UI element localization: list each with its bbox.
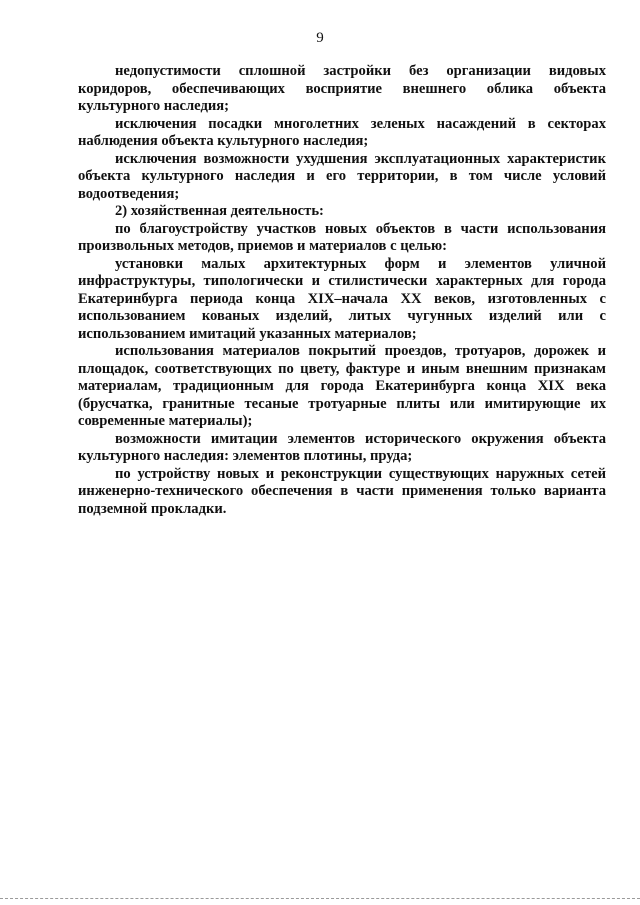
paragraph-4: 2) хозяйственная деятельность: (115, 203, 324, 219)
paragraph-2: исключения посадки многолетних зеленых насаждений в секторах наблюдения объекта культурного наследия; (78, 115, 606, 149)
paragraph-6: установки малых архитектурных форм и элементов уличной инфраструктуры, типологически и стилистически характерных для города Екатеринбурга периода конца XIX–начала XX веков, изготовленных с использованием кованых изделий, литых чугунных изделий или с использованием имитаций указанных материалов; (78, 255, 606, 342)
paragraph-9: по устройству новых и реконструкции существующих наружных сетей инженерно-технического обеспечения в части применения только варианта подземной прокладки. (78, 465, 606, 517)
paragraph-3: исключения возможности ухудшения эксплуатационных характеристик объекта культурного наследия и его территории, в том числе условий водоотведения; (78, 150, 606, 202)
scan-edge-line (0, 897, 640, 899)
paragraph-1: недопустимости сплошной застройки без организации видовых коридоров, обеспечивающих восприятие внешнего облика объекта культурного наследия; (78, 63, 606, 114)
paragraph-8: возможности имитации элементов исторического окружения объекта культурного наследия: элементов плотины, пруда; (78, 430, 606, 464)
paragraph-5: по благоустройству участков новых объектов в части использования произвольных методов, приемов и материалов с целью: (78, 220, 606, 254)
paragraph-7: использования материалов покрытий проездов, тротуаров, дорожек и площадок, соответствующих по цвету, фактуре и иным внешним признакам материалам, традиционным для города Екатеринбурга конца XIX века (брусчатка, гранитные тесаные тротуарные плиты или имитирующие их современные материалы); (78, 343, 606, 429)
page-number: 9 (316, 30, 324, 46)
document-body (78, 63, 606, 518)
